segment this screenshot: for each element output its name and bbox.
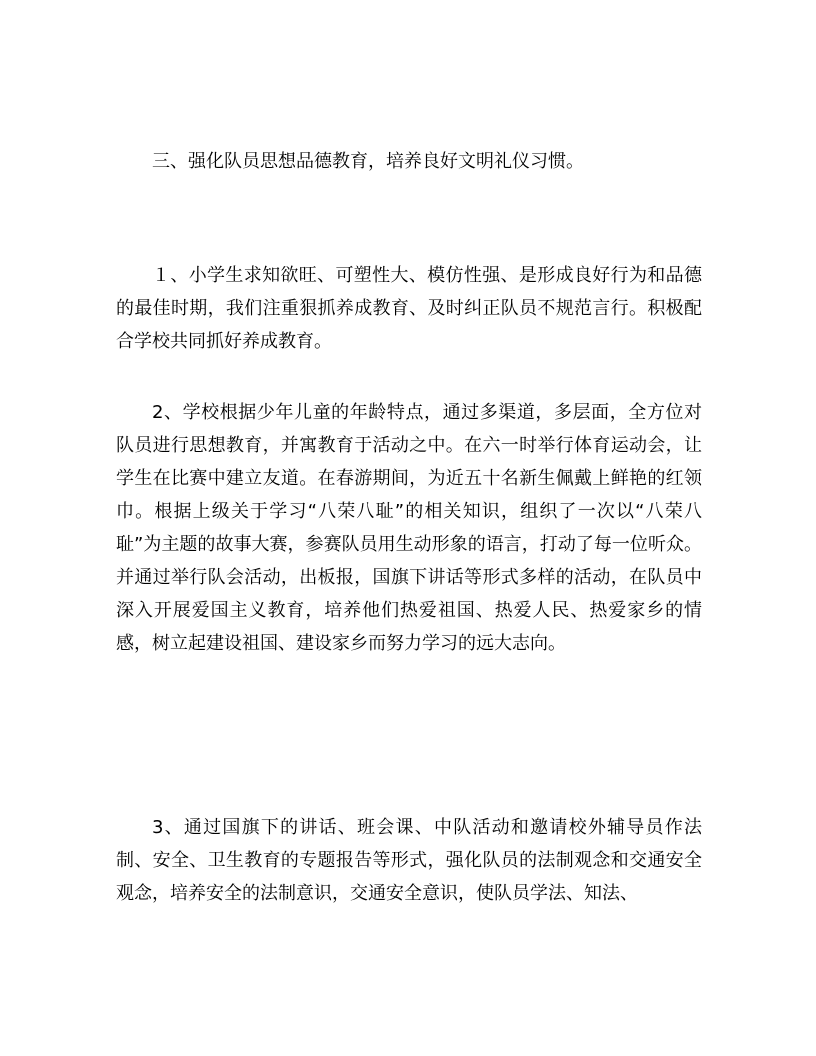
paragraph-3: 3、通过国旗下的讲话、班会课、中队活动和邀请校外辅导员作法制、安全、卫生教育的专题报告等形式，强化队员的法制观念和交通安全观念，培养安全的法制意识，交通安全意识，使队员学法、知法、: [116, 817, 702, 904]
paragraph-2: 2、学校根据少年儿童的年龄特点，通过多渠道，多层面，全方位对队员进行思想教育，并寓教育于活动之中。在六一时举行体育运动会，让学生在比赛中建立友道。在春游期间，为近五十名新生佩戴上鲜艳的红领巾。根据上级关于学习“八荣八耻”的相关知识，组织了一次以“八荣八耻”为主题的故事大赛，参赛队员用生动形象的语言，打动了每一位听众。并通过举行队会活动，出板报，国旗下讲话等形式多样的活动，在队员中深入开展爱国主义教育，培养他们热爱祖国、热爱人民、热爱家乡的情感，树立起建设祖国、建设家乡而努力学习的远大志向。: [116, 402, 702, 654]
section-heading: 三、强化队员思想品德教育，培养良好文明礼仪习惯。: [152, 151, 584, 172]
paragraph-1: １、小学生求知欲旺、可塑性大、模仿性强、是形成良好行为和品德的最佳时期，我们注重狠抓养成教育、及时纠正队员不规范言行。积极配合学校共同抓好养成教育。: [116, 265, 702, 352]
